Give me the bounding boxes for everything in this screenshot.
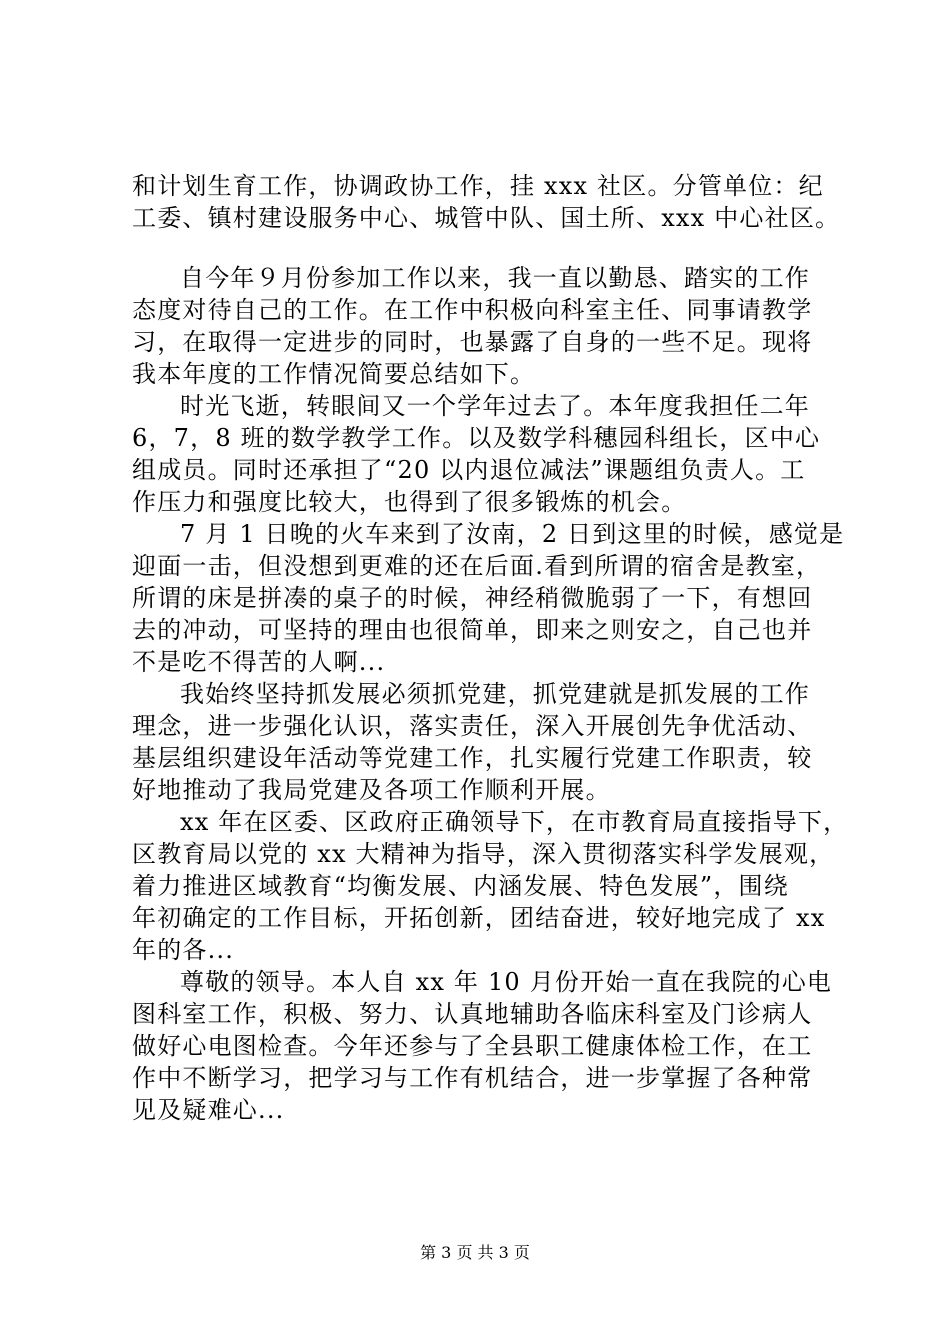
- text-line: 态度对待自己的工作。在工作中积极向科室主任、同事请教学: [132, 296, 813, 324]
- text-line: 着力推进区域教育“均衡发展、内涵发展、特色发展”，围绕: [132, 872, 789, 900]
- text-line: 组成员。同时还承担了“20 以内退位减法”课题组负责人。工: [132, 456, 806, 484]
- paragraph-gap: [132, 234, 832, 262]
- text-line: 基层组织建设年活动等党建工作，扎实履行党建工作职责，较: [132, 744, 813, 772]
- paragraph: [132, 390, 832, 518]
- page-number-footer: 第 3 页 共 3 页: [420, 1243, 530, 1262]
- paragraph: [132, 678, 832, 806]
- text-line: 去的冲动，可坚持的理由也很简单，即来之则安之，自己也并: [132, 616, 813, 644]
- document-body: [132, 170, 849, 1126]
- text-line: 见及疑难心...: [132, 1096, 285, 1124]
- text-line: 习，在取得一定进步的同时，也暴露了自身的一些不足。现将: [132, 328, 813, 356]
- text-line: 不是吃不得苦的人啊...: [132, 648, 386, 676]
- paragraph: [132, 518, 845, 678]
- text-line: 年的各...: [132, 936, 235, 964]
- text-line: 工委、镇村建设服务中心、城管中队、国土所、xxx 中心社区。: [132, 204, 841, 232]
- paragraph: [132, 262, 832, 390]
- text-line: 时光飞逝，转眼间又一个学年过去了。本年度我担任二年: [180, 392, 810, 420]
- text-line: 尊敬的领导。本人自 xx 年 10 月份开始一直在我院的心电: [180, 968, 833, 996]
- text-line: 理念，进一步强化认识，落实责任，深入开展创先争优活动、: [132, 712, 813, 740]
- text-line: 所谓的床是拼凑的桌子的时候，神经稍微脆弱了一下，有想回: [132, 584, 813, 612]
- text-line: 我始终坚持抓发展必须抓党建，抓党建就是抓发展的工作: [180, 680, 810, 708]
- text-line: 图科室工作，积极、努力、认真地辅助各临床科室及门诊病人: [132, 1000, 813, 1028]
- text-line: 自今年９月份参加工作以来，我一直以勤恳、踏实的工作: [180, 264, 810, 292]
- paragraph-continuation: [132, 170, 841, 234]
- text-line: 区教育局以党的 xx 大精神为指导，深入贯彻落实科学发展观，: [132, 840, 835, 868]
- text-line: 作中不断学习，把学习与工作有机结合，进一步掌握了各种常: [132, 1064, 813, 1092]
- text-line: 好地推动了我局党建及各项工作顺利开展。: [132, 776, 611, 804]
- text-line: xx 年在区委、区政府正确领导下，在市教育局直接指导下，: [180, 808, 849, 836]
- paragraph: [132, 966, 832, 1126]
- text-line: 6，7，8 班的数学教学工作。以及数学科穗园科组长，区中心: [132, 424, 821, 452]
- text-line: 我本年度的工作情况简要总结如下。: [132, 360, 536, 388]
- text-line: 7 月 1 日晚的火车来到了汝南，2 日到这里的时候，感觉是: [180, 520, 845, 548]
- text-line: 和计划生育工作，协调政协工作，挂 xxx 社区。分管单位：纪: [132, 172, 824, 200]
- text-line: 作压力和强度比较大，也得到了很多锻炼的机会。: [132, 488, 687, 516]
- paragraph: [132, 806, 849, 966]
- text-line: 年初确定的工作目标，开拓创新，团结奋进，较好地完成了 xx: [132, 904, 826, 932]
- text-line: 迎面一击，但没想到更难的还在后面.看到所谓的宿舍是教室，: [132, 552, 822, 580]
- text-line: 做好心电图检查。今年还参与了全县职工健康体检工作，在工: [132, 1032, 813, 1060]
